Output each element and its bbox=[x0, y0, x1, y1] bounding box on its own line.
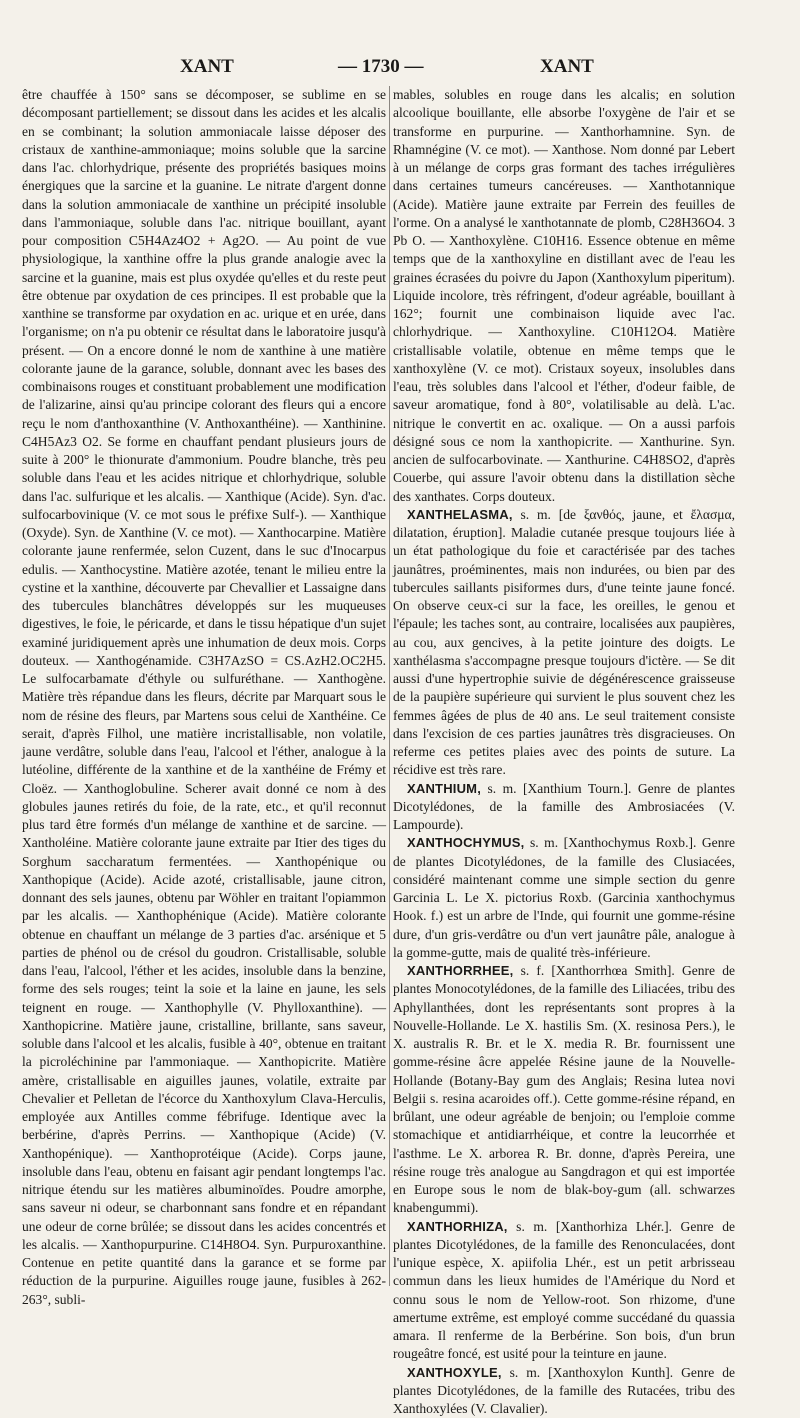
right-column bbox=[393, 86, 735, 1292]
running-header bbox=[0, 56, 800, 82]
definition-xanthelasma: s. m. [de ξανθός, jaune, et ἔλασμα, dilatation, éruption]. Maladie cutanée presque toujours liée à un état pathologique du foie et caractérisée par des taches jaunâtres, proéminentes, mais non indurées, ou bien par des tubercules saillants pisiformes durs, d'une teinte jaune foncé. On observe ceux-ci sur la face, les oreilles, le genou et l'épaule; les taches sont, au contraire, localisées aux paupières, au cou, aux gencives, à la petite jointure des doigts. Le xanthélasma s'accompagne presque toujours d'ictère. — Se dit aussi d'une hypertrophie suivie de dégénérescence graisseuse de la paupière supérieure qui survient le plus souvent chez les femmes âgées de plus de 40 ans. Le seul traitement consiste dans l'excision de ces parties jaunâtres très disgracieuses. On referme ces petites plaies avec des points de suture. La récidive est très rare. bbox=[393, 507, 735, 778]
xanthine-derivatives-paragraph: mables, solubles en rouge dans les alcalis; en solution alcoolique bouillante, elle absorbe l'oxygène de l'air et se transforme en purpurine. — Xanthorhamnine. Syn. de Rhamnégine (V. ce mot). — Xanthose. Nom donné par Lebert à un mélange de corps gras formant des taches irrégulières dans certaines tumeurs cancéreuses. — Xanthotannique (Acide). Matière jaune extraite par Ferrein des feuilles de l'orme. On a analysé le xanthotannate de plomb, C28H36O4. 3 Pb O. — Xanthoxylène. C10H16. Essence obtenue en même temps que de la xanthoxyline en distillant avec de l'eau les graines écrasées du poivre du Japon (Xanthoxylum piperitum). Liquide incolore, très réfringent, d'odeur agréable, bouillant à 162°; fournit une combinaison liquide avec l'ac. chlorhydrique. — Xanthoxyline. C10H12O4. Matière cristallisable volatile, obtenue en même temps que le xanthoxylène (V. ce mot). Cristaux soyeux, insolubles dans l'eau, très solubles dans l'alcool et l'éther, d'odeur faible, de saveur aromatique, fond à 80°, volatilisable au delà. L'ac. nitrique le convertit en ac. oxalique. — On a aussi parfois désigné sous ce nom la xanthopicrite. — Xanthurine. Syn. ancien de sulfocarbovinate. — Xanthurine. C4H8SO2, d'après Couerbe, qui assure l'avoir obtenu dans la distillation sèche des xanthates. Corps douteux. bbox=[393, 86, 735, 506]
entry-xanthoxyle bbox=[393, 1364, 735, 1418]
xanthine-continuation-paragraph: être chauffée à 150° sans se décomposer, se sublime en se décomposant partiellement; se dissout dans les acides et les alcalis en se combinant; la solution ammoniacale laisse déposer des cristaux de xanthine-ammoniaque; moins soluble que la sarcine dans l'ac. chlorhydrique, présente des propriétés basiques moins énergiques que la sarcine et la guanine. Le nitrate d'argent donne dans la solution ammoniacale de xanthine un précipité insoluble dans l'ammoniaque, soluble dans l'ac. nitrique bouillant, ayant pour composition C5H4Az4O2 + Ag2O. — Au point de vue physiologique, la xanthine offre la plus grande analogie avec la sarcine et la guanine, mais est plus oxydée qu'elles et du reste peut être obtenue par oxydation de ces principes. Il est probable que la xanthine se transforme par oxydation en ac. urique et en urée, dans l'organisme; on n'a pu obtenir ce résultat dans le laboratoire jusqu'à présent. — On a encore donné le nom de xanthine à une matière colorante jaune de la garance, soluble, donnant avec les bases des combinaisons rouges et constituant probablement une modification de l'alizarine, ainsi qu'au principe colorant des fleurs qui a encore reçu le nom d'anthoxanthine (V. Anthoxanthéine). — Xanthinine. C4H5Az3 O2. Se forme en chauffant pendant plusieurs jours de suite à 200° le thionurate d'ammonium. Poudre blanche, très peu soluble dans l'eau et les acides nitrique et chlorhydrique, soluble dans l'ac. sulfurique et les alcalis. — Xanthique (Acide). Syn. d'ac. sulfocarbovinique (V. ce mot sous le préfixe Sulf-). — Xanthique (Oxyde). Syn. de Xanthine (V. ce mot). — Xanthocarpine. Matière colorante jaune renfermée, selon Cuzent, dans le suc d'Inocarpus edulis. — Xanthocystine. Matière azotée, tenant le milieu entre la cystine et la xanthine, découverte par Chevallier et Lassaigne dans des tubercules blanchâtres développés sur les muqueuses digestives, le foie, le péricarde, et dans le tissu hépatique d'un sujet examiné juridiquement après une inhumation de deux mois. Corps douteux. — Xanthogénamide. C3H7AzSO = CS.AzH2.OC2H5. Le sulfocarbamate d'éthyle ou sulfuréthane. — Xanthogène. Matière très répandue dans les fleurs, décrite par Marquart sous le nom de résine des fleurs, par Martens sous celui de Xanthéine. Ce serait, d'après Filhol, une matière incristallisable, non volatile, jaune verdâtre, soluble dans l'eau, l'alcool et l'éther, analogue à la lutéoline, différente de la xanthine et de la xanthéine de Frémy et Cloëz. — Xanthoglobuline. Scherer avait donné ce nom à des globules jaunes retirés du foie, de la rate, etc., et qu'il reconnut plus tard être formés d'un mélange de xanthine et de sarcine. — Xantholéine. Matière colorante jaune extraite par Itier des tiges du Sorghum saccharatum fermentées. — Xanthopénique ou Xanthopique (Acide). Acide azoté, cristallisable, jaune citron, donnant des sels jaunes, obtenu par Wöhler en traitant l'opiammon par les alcalis. — Xanthophénique (Acide). Matière colorante obtenue en chauffant un mélange de 3 parties d'ac. arsénique et 5 parties de phénol ou de crésol du goudron. Cristallisable, soluble dans l'eau, l'alcool, l'éther et les acides, insoluble dans la benzine, forme des sels rouges; teint la soie et la laine en jaune, les sels teignent en rouge. — Xanthophylle (V. Phylloxanthine). — Xanthopicrine. Matière jaune, cristalline, brillante, sans saveur, soluble dans l'alcool et les alcalis, fusible à 40°, obtenue en traitant la picroléchinine par l'ammoniaque. — Xanthopicrite. Matière amère, cristallisable en aiguilles jaunes, volatile, extraite par Chevalier et Pelletan de l'écorce du Xanthoxylum Clava-Herculis, employée aux Antilles comme fébrifuge. Identique avec la berbérine, d'après Perrins. — Xanthopique (Acide) (V. Xanthopénique). — Xanthoprotéique (Acide). Corps jaune, insoluble dans l'eau, obtenu en faisant agir pendant longtemps l'ac. nitrique étendu sur les matières albuminoïdes. Poudre amorphe, sans saveur ni odeur, se charbonnant sans fondre et en répandant une odeur de corne brûlée; se dissout dans les acides concentrés et les alcalis. — Xanthopurpurine. C14H8O4. Syn. Purpuroxanthine. Contenue en petite quantité dans la garance et se forme par réduction de la purpurine. Aiguilles rouge jaune, fusibles à 262-263°, subli- bbox=[22, 86, 386, 1309]
column-divider bbox=[389, 86, 390, 1286]
page-number: — 1730 — bbox=[338, 56, 424, 78]
entry-xanthorrhee bbox=[393, 962, 735, 1218]
headword-xanthium: XANTHIUM, bbox=[407, 781, 481, 796]
entry-xanthium bbox=[393, 780, 735, 835]
headword-xanthorrhee: XANTHORRHEE, bbox=[407, 963, 513, 978]
header-right-term: XANT bbox=[540, 56, 594, 78]
definition-xanthorrhee: s. f. [Xanthorrhœa Smith]. Genre de plantes Monocotylédones, de la famille des Liliacées, tribu des Aphyllanthées, dont les représentants sont propres à la Nouvelle-Hollande. Le X. hastilis Sm. (X. resinosa Pers.), le X. australis R. Br. et le X. media R. Br. fournissent une gomme-résine âcre appelée Résine jaune de la Nouvelle-Hollande (Botany-Bay gum des Anglais; Resina lutea novi Belgii s. resina acaroides off.). Cette gomme-résine répand, en brûlant, une odeur agréable de benjoin; ou l'emploie comme stomachique et antidiarrhéique, et contre la leucorrhée et l'asthme. Le X. arborea R. Br. donne, d'après Pereira, une résine rouge très analogue au Sangdragon et qui est importée en Europe sous le nom de blak-boy-gum (all. schwarzes knabengummi). bbox=[393, 963, 735, 1215]
definition-xanthoxyle: s. m. [Xanthoxylon Kunth]. Genre de plantes Dicotylédones, de la famille des Rutacées, tribu des Xanthoxylées (V. Clavalier). bbox=[393, 1365, 735, 1417]
left-column bbox=[22, 86, 386, 1292]
headword-xanthorhiza: XANTHORHIZA, bbox=[407, 1219, 508, 1234]
entry-xanthochymus bbox=[393, 834, 735, 962]
entry-xanthelasma bbox=[393, 506, 735, 780]
headword-xanthochymus: XANTHOCHYMUS, bbox=[407, 835, 524, 850]
definition-xanthochymus: s. m. [Xanthochymus Roxb.]. Genre de plantes Dicotylédones, de la famille des Clusiacées, considéré maintenant comme une simple section du genre Garcinia L. Le X. pictorius Roxb. (Garcinia xanthochymus Hook. f.) est un arbre de l'Inde, qui fournit une gomme-résine dure, d'un gris-verdâtre ou d'un vert jaunâtre pâle, analogue à la gomme-gutte, mais de qualité très-inférieure. bbox=[393, 835, 735, 960]
headword-xanthoxyle: XANTHOXYLE, bbox=[407, 1365, 502, 1380]
header-left-term: XANT bbox=[180, 56, 234, 78]
definition-xanthorhiza: s. m. [Xanthorhiza Lhér.]. Genre de plantes Dicotylédones, de la famille des Renonculacées, dont l'unique espèce, X. apiifolia Lhér., est un petit arbrisseau commun dans les lieux humides de l'Amérique du Nord et connu sous le nom de Yellow-root. Son rhizome, d'une amertume extrême, est employé comme succédané du quassia amara. Il renferme de la Berbérine. Son bois, d'un brun rougeâtre foncé, est usité pour la teinture en jaune. bbox=[393, 1219, 735, 1362]
definition-xanthium: s. m. [Xanthium Tourn.]. Genre de plantes Dicotylédones, de la famille des Ambrosiacées (V. Lampourde). bbox=[393, 781, 735, 833]
entry-xanthorhiza bbox=[393, 1218, 735, 1364]
headword-xanthelasma: XANTHELASMA, bbox=[407, 507, 513, 522]
